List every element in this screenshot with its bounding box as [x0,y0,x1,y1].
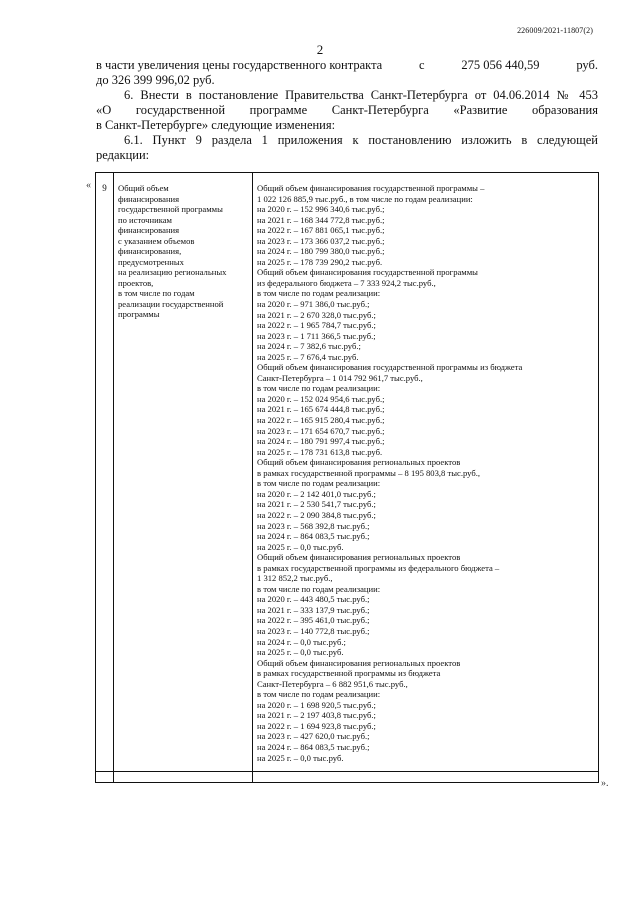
financing-line: в том числе по годам реализации: [257,583,381,594]
financing-line: на 2020 г. – 971 386,0 тыс.руб.; [257,299,370,310]
financing-line: в том числе по годам реализации: [257,478,381,489]
row-name-line: в том числе по годам [118,288,195,298]
financing-line: Общий объем финансирования государственной программы из бюджета [257,362,523,373]
financing-line: на 2024 г. – 180 791 997,4 тыс.руб.; [257,436,385,447]
financing-line: на 2024 г. – 180 799 380,0 тыс.руб.; [257,246,385,257]
row-name-line: Общий объем [118,183,169,193]
financing-line: на 2021 г. – 168 344 772,8 тыс.руб.; [257,214,385,225]
financing-line: на 2023 г. – 140 772,8 тыс.руб.; [257,625,370,636]
pad-cell [96,772,114,783]
financing-line: на 2025 г. – 178 731 613,8 тыс.руб. [257,446,383,457]
financing-line: в том числе по годам реализации: [257,383,381,394]
financing-line: на 2022 г. – 395 461,0 тыс.руб.; [257,615,370,626]
financing-line: из федерального бюджета – 7 333 924,2 тыс.руб., [257,277,436,288]
intro-preposition: с [419,58,425,72]
intro-amount: 275 056 440,59 [461,58,540,72]
financing-line: в рамках государственной программы из федерального бюджета – [257,562,500,573]
intro-currency: руб. [576,58,598,72]
financing-line: на 2022 г. – 2 090 384,8 тыс.руб.; [257,509,376,520]
opening-quote-mark: « [86,180,91,191]
row-name-line: проектов, [118,277,154,288]
financing-line: на 2024 г. – 864 083,5 тыс.руб.; [257,741,370,752]
financing-line: на 2022 г. – 1 965 784,7 тыс.руб.; [257,320,376,331]
row-number-cell: 9 [96,173,114,772]
financing-line: на 2020 г. – 152 996 340,6 тыс.руб.; [257,204,385,215]
financing-line: на 2020 г. – 152 024 954,6 тыс.руб.; [257,393,385,404]
table-row [96,173,599,772]
row-name-line: программы [118,309,160,319]
financing-line: на 2022 г. – 165 915 280,4 тыс.руб.; [257,415,385,426]
table-bottom-row [96,772,599,783]
financing-line: на 2023 г. – 568 392,8 тыс.руб.; [257,520,370,531]
document-number: 226009/2021-11807(2) [517,26,593,35]
financing-line: Санкт-Петербурга – 6 882 951,6 тыс.руб., [257,678,408,689]
row-name-line: финансирования [118,193,180,204]
point-6-1-line-2: редакции: [96,148,150,162]
financing-line: на 2023 г. – 173 366 037,2 тыс.руб.; [257,235,385,246]
financing-line: 1 022 126 885,9 тыс.руб., в том числе по годам реализации: [257,193,473,204]
row-name-line: предусмотренных [118,256,184,267]
financing-line: на 2025 г. – 178 739 290,2 тыс.руб. [257,256,383,267]
point-6-1-paragraph [96,133,598,163]
financing-line: Общий объем финансирования государственной программы – [257,183,485,193]
point-6-paragraph [96,88,598,133]
financing-line: на 2020 г. – 2 142 401,0 тыс.руб.; [257,488,376,499]
intro-text: в части увеличения цены государственного контракта [96,58,383,72]
financing-line: Общий объем финансирования региональных проектов [257,657,461,668]
financing-line: 1 312 852,2 тыс.руб., [257,573,333,584]
financing-line: на 2020 г. – 1 698 920,5 тыс.руб.; [257,699,376,710]
pad-cell [114,772,253,783]
financing-line: на 2020 г. – 443 480,5 тыс.руб.; [257,594,370,605]
row-name-line: по источникам [118,214,172,225]
financing-line: на 2021 г. – 165 674 444,8 тыс.руб.; [257,404,385,415]
row-name-line: финансирования [118,225,180,235]
row-name-cell [114,173,253,772]
row-name-line: с указанием объемов [118,235,195,246]
financing-line: Общий объем финансирования государственной программы [257,267,478,278]
financing-line: на 2021 г. – 333 137,9 тыс.руб.; [257,604,370,615]
financing-line: в том числе по годам реализации: [257,689,381,700]
row-name-line: государственной программы [118,204,223,214]
financing-line: на 2023 г. – 1 711 366,5 тыс.руб.; [257,330,376,341]
financing-line: на 2021 г. – 2 670 328,0 тыс.руб.; [257,309,376,320]
row-name-line: реализации государственной [118,298,224,309]
financing-line: Общий объем финансирования региональных проектов [257,552,461,563]
financing-line: на 2023 г. – 427 620,0 тыс.руб.; [257,731,370,742]
intro-paragraph [96,58,598,88]
row-content-cell [253,173,599,772]
row-name-line: на реализацию региональных [118,267,227,277]
financing-table [95,172,599,783]
point-6-line-1: 6. Внести в постановление Правительства Санкт-Петербурга от 04.06.2014 № 453 [124,88,598,102]
page-number: 2 [316,42,324,57]
financing-line: на 2023 г. – 171 654 670,7 тыс.руб.; [257,425,385,436]
point-6-line-3: в Санкт-Петербурге» следующие изменения: [96,118,336,132]
financing-line: на 2024 г. – 864 083,5 тыс.руб.; [257,531,370,542]
intro-line-1 [96,58,598,73]
financing-line: на 2022 г. – 167 881 065,1 тыс.руб.; [257,225,385,236]
financing-line: в рамках государственной программы из бюджета [257,668,441,679]
financing-line: на 2021 г. – 2 530 541,7 тыс.руб.; [257,499,376,510]
financing-line: в том числе по годам реализации: [257,288,381,299]
point-6-line-2: «О государственной программе Санкт-Петербурга «Развитие образования [96,103,598,117]
point-6-1-line-1: 6.1. Пункт 9 раздела 1 приложения к постановлению изложить в следующей [124,133,598,147]
financing-line: на 2025 г. – 0,0 тыс.руб. [257,647,344,658]
intro-line-2: до 326 399 996,02 руб. [96,73,215,87]
financing-line: на 2021 г. – 2 197 403,8 тыс.руб.; [257,710,376,721]
financing-line: на 2025 г. – 7 676,4 тыс.руб. [257,351,359,362]
financing-line: на 2024 г. – 0,0 тыс.руб.; [257,636,346,647]
financing-line: на 2025 г. – 0,0 тыс.руб. [257,541,344,552]
row-name-line: финансирования, [118,246,182,256]
pad-cell [253,772,599,783]
financing-line: Санкт-Петербурга – 1 014 792 961,7 тыс.руб., [257,372,423,383]
financing-line: на 2025 г. – 0,0 тыс.руб. [257,752,344,763]
financing-line: в рамках государственной программы – 8 195 803,8 тыс.руб., [257,467,481,478]
financing-line: на 2024 г. – 7 382,6 тыс.руб.; [257,341,361,352]
closing-quote-mark: ». [601,778,609,789]
financing-line: Общий объем финансирования региональных проектов [257,457,461,468]
financing-line: на 2022 г. – 1 694 923,8 тыс.руб.; [257,720,376,731]
